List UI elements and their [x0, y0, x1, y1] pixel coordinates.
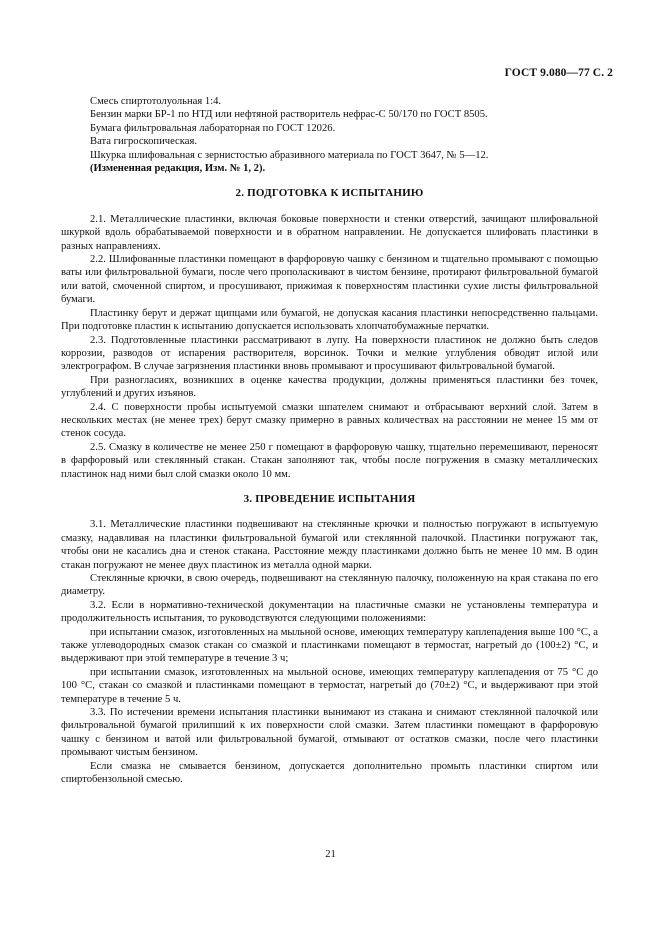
paragraph: 2.5. Смазку в количестве не менее 250 г помещают в фарфоровую чашку, тщательно перемешивают, переносят в фарфоровый или стеклянный стакан. Стакан заполняют так, чтобы после погружения в смазку металлических пластинок над ними был слой смазки около 10 мм.: [61, 441, 598, 480]
page-number: 21: [325, 849, 336, 860]
paragraph: 2.4. С поверхности пробы испытуемой смазки шпателем снимают и отбрасывают верхний слой. Затем в нескольких местах (не менее трех) берут смазку примерно в равных количествах на расстоянии не менее 15 мм от стенок сосуда.: [61, 401, 598, 440]
page-header-code: ГОСТ 9.080—77 С. 2: [504, 67, 613, 79]
paragraph: при испытании смазок, изготовленных на мыльной основе, имеющих температуру каплепадения выше 100 °С, а также углеводородных смазок стакан со смазкой и пластинками помещают в термостат, нагретый до (100±2) °С, и выдерживают при этой температуре в течение 3 ч;: [61, 626, 598, 665]
page-content: [61, 95, 598, 787]
material-item: Вата гигроскопическая.: [90, 136, 197, 148]
paragraph: 3.2. Если в нормативно-технической документации на пластичные смазки не установлены температура и продолжительность испытания, то руководствуются следующими положениями:: [61, 599, 598, 625]
section-2-title: 2. ПОДГОТОВКА К ИСПЫТАНИЮ: [235, 187, 424, 200]
section-3-title: 3. ПРОВЕДЕНИЕ ИСПЫТАНИЯ: [243, 492, 416, 505]
amendment-note: (Измененная редакция, Изм. № 1, 2).: [90, 163, 266, 175]
paragraph: Если смазка не смывается бензином, допускается дополнительно промыть пластинки спиртом или спиртобензольной смесью.: [61, 760, 598, 786]
material-item: Шкурка шлифовальная с зернистостью абразивного материала по ГОСТ 3647, № 5—12.: [90, 149, 489, 161]
paragraph: 3.3. По истечении времени испытания пластинки вынимают из стакана и снимают стеклянной палочкой или фильтровальной бумагой прилипший к их поверхности слой смазки. Затем пластинки помещают в фарфоровую чашку с бензином и ватой или фильтровальной бумагой, отмывают от остатков смазки, после чего пластинки промывают чистым бензином.: [61, 707, 598, 759]
material-item: Смесь спиртотолуольная 1:4.: [90, 96, 222, 107]
paragraph: Пластинку берут и держат щипцами или бумагой, не допуская касания пластинки непосредственно пальцами. При подготовке пластин к испытанию допускается использовать хлопчатобумажные перчатки.: [61, 307, 598, 333]
material-item: Бумага фильтровальная лабораторная по ГОСТ 12026.: [90, 122, 336, 134]
paragraph: 2.2. Шлифованные пластинки помещают в фарфоровую чашку с бензином и тщательно промывают с помощью ваты или фильтровальной бумаги, после чего прополаскивают в чистом бензине, протирают фильтровальной бумагой или ватой, смоченной спиртом, и просушивают, прижимая к поверхностям пластинки сухие листы фильтровальной бумаги.: [61, 254, 598, 306]
paragraph: 2.1. Металлические пластинки, включая боковые поверхности и стенки отверстий, зачищают шлифовальной шкуркой вдоль обрабатываемой поверхности и в обратном направлении. Не допускается шлифовать пластинки в разных направлениях.: [61, 213, 598, 252]
paragraph: При разногласиях, возникших в оценке качества продукции, должны применяться пластинки без точек, углублений и других изъянов.: [61, 374, 598, 400]
paragraph: Стеклянные крючки, в свою очередь, подвешивают на стеклянную палочку, положенную на края стакана по его диаметру.: [61, 573, 598, 598]
paragraph: 3.1. Металлические пластинки подвешивают на стеклянные крючки и полностью погружают в испытуемую смазку, надавливая на пластинки фильтровальной бумагой или стеклянной палочкой. Пластинки погружают так, чтобы они не касались дна и стенок стакана. Расстояние между пластинками должно быть не менее 10 мм. В один стакан погружают не менее двух пластинок из металла одной марки.: [61, 519, 598, 571]
material-item: Бензин марки БР-1 по НТД или нефтяной растворитель нефрас-С 50/170 по ГОСТ 8505.: [90, 109, 488, 121]
paragraph: при испытании смазок, изготовленных на мыльной основе, имеющих температуру каплепадения от 75 °С до 100 °С, стакан со смазкой и пластинками помещают в термостат, нагретый до (70±2) °С, и выдерживают при этой температуре в течение 5 ч.: [61, 666, 598, 705]
paragraph: 2.3. Подготовленные пластинки рассматривают в лупу. На поверхности пластинок не должно быть следов коррозии, разводов от испарения растворителя, ворсинок. Точки и мелкие углубления обводят иглой или электрографом. В случае загрязнения пластинки вновь промывают и просушивают фильтровальной бумагой.: [61, 334, 598, 373]
materials-list: [61, 95, 598, 175]
